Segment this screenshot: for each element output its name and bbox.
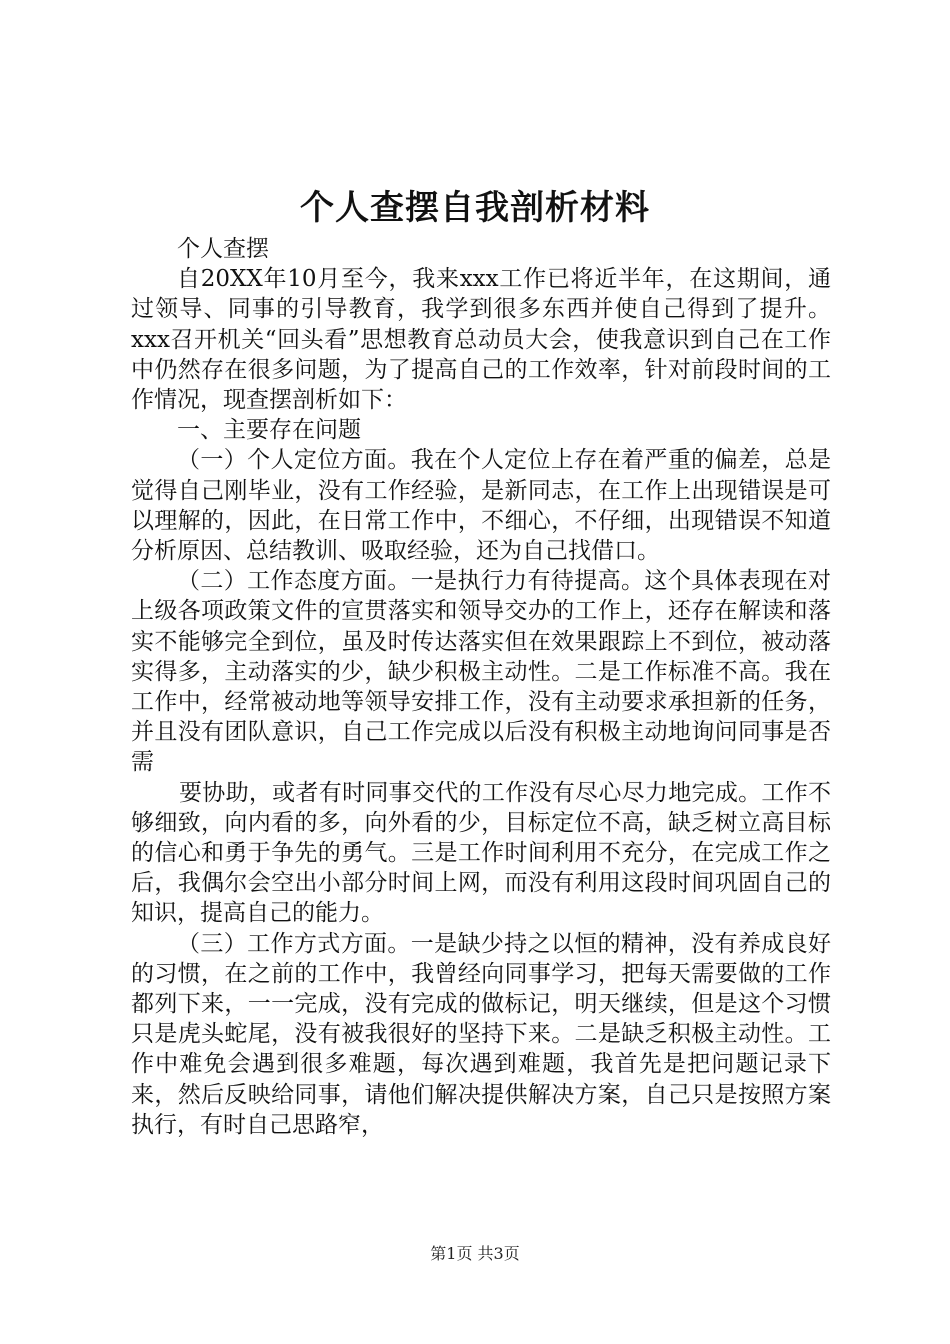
- paragraph-heading-personal: 个人查摆: [177, 236, 269, 262]
- paragraph-positioning: （一）个人定位方面。我在个人定位上存在着严重的偏差，总是觉得自己刚毕业，没有工作经验，是新同志，在工作上出现错误是可以理解的，因此，在日常工作中，不细心，不仔细，出现错误不知道分析原因、总结教训、吸取经验，还为自己找借口。: [131, 447, 831, 565]
- document-title: 个人查摆自我剖析材料: [300, 188, 650, 228]
- page-footer: 第1页 共3页: [430, 1244, 520, 1263]
- paragraph-attitude-continued: 要协助，或者有时同事交代的工作没有尽心尽力地完成。工作不够细致，向内看的多，向外看的少，目标定位不高，缺乏树立高目标的信心和勇于争先的勇气。三是工作时间利用不充分，在完成工作之后，我偶尔会空出小部分时间上网，而没有利用这段时间巩固自己的知识，提高自己的能力。: [131, 779, 831, 927]
- paragraph-section-heading: 一、主要存在问题: [177, 417, 361, 444]
- paragraph-method: （三）工作方式方面。一是缺少持之以恒的精神，没有养成良好的习惯，在之前的工作中，我曾经向同事学习，把每天需要做的工作都列下来，一一完成，没有完成的做标记，明天继续，但是这个习惯只是虎头蛇尾，没有被我很好的坚持下来。二是缺乏积极主动性。工作中难免会遇到很多难题，每次遇到难题，我首先是把问题记录下来，然后反映给同事，请他们解决提供解决方案，自己只是按照方案执行，有时自己思路窄，: [131, 930, 831, 1138]
- paragraph-attitude: （二）工作态度方面。一是执行力有待提高。这个具体表现在对上级各项政策文件的宣贯落实和领导交办的工作上，还存在解读和落实不能够完全到位，虽及时传达落实但在效果跟踪上不到位，被动落实得多，主动落实的少，缺少积极主动性。二是工作标准不高。我在工作中，经常被动地等领导安排工作，没有主动要求承担新的任务，并且没有团队意识，自己工作完成以后没有积极主动地询问同事是否需: [131, 568, 831, 776]
- document-body: [131, 234, 831, 1140]
- paragraph-intro: 自20XX年10月至今，我来xxx工作已将近半年，在这期间，通过领导、同事的引导教育，我学到很多东西并使自己得到了提升。xxx召开机关“回头看”思想教育总动员大会，使我意识到自己在工作中仍然存在很多问题，为了提高自己的工作效率，针对前段时间的工作情况，现查摆剖析如下：: [131, 266, 831, 414]
